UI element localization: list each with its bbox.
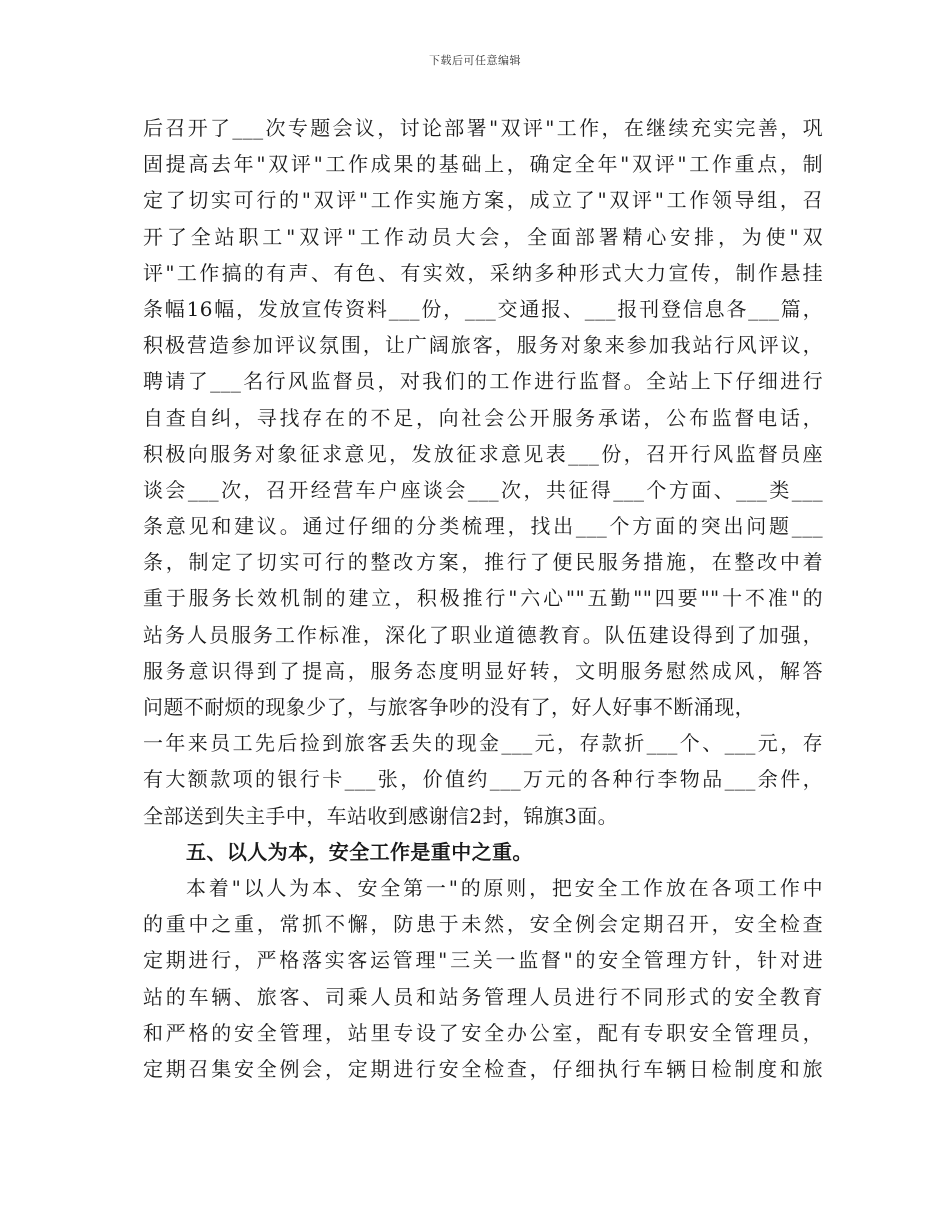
text-line: 条，制定了切实可行的整改方案，推行了便民服务措施，在整改中着 bbox=[143, 550, 823, 575]
text-line: 后召开了___次专题会议，讨论部署"双评"工作，在继续充实完善，巩 bbox=[143, 116, 823, 140]
text-line: 定了切实可行的"双评"工作实施方案，成立了"双评"工作领导组，召 bbox=[143, 188, 823, 213]
text-line: 全部送到失主手中，车站收到感谢信2封，锦旗3面。 bbox=[143, 803, 619, 828]
text-line: 条幅16幅，发放宣传资料___份，___交通报、___报刊登信息各___篇， bbox=[143, 296, 823, 321]
text-line: 本着"以人为本、安全第一"的原则，把安全工作放在各项工作中 bbox=[186, 875, 823, 900]
text-line: 定期进行，严格落实客运管理"三关一监督"的安全管理方针，针对进 bbox=[143, 948, 823, 973]
page-header: 下载后可任意编辑 bbox=[429, 54, 521, 67]
text-line: 条意见和建议。通过仔细的分类梳理，找出___个方面的突出问题___ bbox=[143, 514, 823, 539]
text-line: 谈会___次，召开经营车户座谈会___次，共征得___个方面、___类___ bbox=[143, 477, 823, 502]
text-line: 重于服务长效机制的建立，积极推行"六心""五勤""四要""十不准"的 bbox=[143, 586, 823, 611]
text-line: 固提高去年"双评"工作成果的基础上，确定全年"双评"工作重点，制 bbox=[143, 152, 823, 177]
text-line: 自查自纠，寻找存在的不足，向社会公开服务承诺，公布监督电话， bbox=[143, 405, 823, 430]
text-line: 站务人员服务工作标准，深化了职业道德教育。队伍建设得到了加强， bbox=[143, 622, 823, 647]
text-line: 聘请了___名行风监督员，对我们的工作进行监督。全站上下仔细进行 bbox=[143, 369, 823, 394]
text-line: 评"工作搞的有声、有色、有实效，采纳多种形式大力宣传，制作悬挂 bbox=[143, 260, 823, 285]
text-line: 服务意识得到了提高，服务态度明显好转，文明服务慰然成风，解答 bbox=[143, 658, 823, 683]
text-line: 积极向服务对象征求意见，发放征求意见表___份，召开行风监督员座 bbox=[143, 441, 823, 466]
text-line: 问题不耐烦的现象少了，与旅客争吵的没有了，好人好事不断涌现， bbox=[143, 695, 755, 719]
text-line: 开了全站职工"双评"工作动员大会，全面部署精心安排，为使"双 bbox=[143, 224, 823, 249]
text-line: 一年来员工先后捡到旅客丢失的现金___元，存款折___个、___元，存 bbox=[143, 731, 823, 756]
text-line: 和严格的安全管理，站里专设了安全办公室，配有专职安全管理员， bbox=[143, 1020, 823, 1045]
text-line: 站的车辆、旅客、司乘人员和站务管理人员进行不同形式的安全教育 bbox=[143, 984, 823, 1009]
text-line: 的重中之重，常抓不懈，防患于未然，安全例会定期召开，安全检查 bbox=[143, 912, 823, 937]
text-line: 有大额款项的银行卡___张，价值约___万元的各种行李物品___余件， bbox=[143, 767, 823, 792]
section-heading: 五、以人为本，安全工作是重中之重。 bbox=[186, 839, 533, 864]
document-body bbox=[143, 110, 823, 1087]
text-line: 积极营造参加评议氛围，让广阔旅客，服务对象来参加我站行风评议， bbox=[143, 333, 823, 358]
text-line: 定期召集安全例会，定期进行安全检查，仔细执行车辆日检制度和旅 bbox=[143, 1056, 823, 1081]
